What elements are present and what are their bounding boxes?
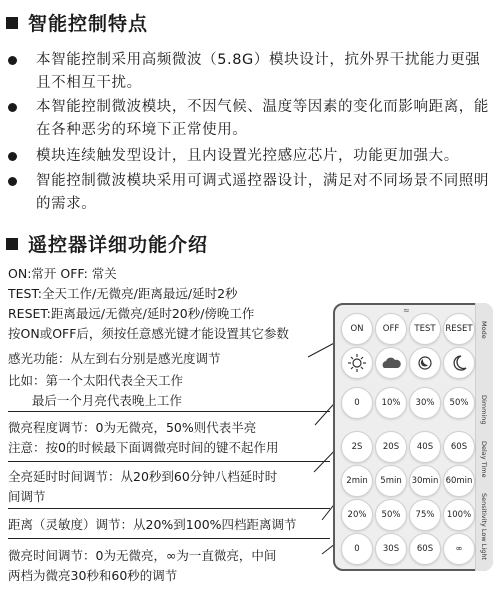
sens-100-button[interactable]: 100%	[443, 499, 475, 531]
note-delay: 间调节	[8, 489, 46, 504]
note-dim-time: 微亮时间调节：0为无微亮，∞为一直微亮，中间	[8, 548, 277, 563]
dim-30-button[interactable]: 30%	[409, 387, 441, 419]
wifi-icon: ≈	[403, 306, 410, 315]
note-dim-time: 两档为微亮30秒和60秒的调节	[8, 568, 178, 583]
dim-0-button[interactable]: 0	[341, 387, 373, 419]
note-light: 比如：第一个太阳代表全天工作	[8, 373, 184, 388]
note-dimming: 注意：按0的时候最下面调微亮时间的键不起作用	[8, 440, 279, 455]
delay-30min-button[interactable]: 30min	[409, 465, 441, 497]
lowlight-30s-button[interactable]: 30S	[375, 533, 407, 565]
label-sensitivity-low-light: Sensitivity Low Light	[480, 493, 488, 560]
sun-icon[interactable]	[341, 347, 373, 379]
delay-2s-button[interactable]: 2S	[341, 431, 373, 463]
dim-50-button[interactable]: 50%	[443, 387, 475, 419]
feature-bullet: 本智能控制微波模块，不因气候、温度等因素的变化而影响距离，能在各种恶劣的环境下正常使用。	[6, 96, 490, 142]
note-delay: 全亮延时时间调节：从20秒到60分钟八档延时时	[8, 469, 278, 484]
dim-10-button[interactable]: 10%	[375, 387, 407, 419]
feature-bullet: 智能控制微波模块采用可调式遥控器设计，满足对不同场景不同照明的需求。	[6, 170, 490, 216]
lowlight-infinite-button[interactable]: ∞	[443, 533, 475, 565]
sens-20-button[interactable]: 20%	[341, 499, 373, 531]
delay-40s-button[interactable]: 40S	[409, 431, 441, 463]
note-dimming: 微亮程度调节：0为无微亮，50%则代表半亮	[8, 420, 257, 435]
section-title: 智能控制特点	[28, 13, 149, 35]
feature-bullet: 模块连续触发型设计，且内设置光控感应芯片，功能更加强大。	[6, 145, 490, 168]
lowlight-0-button[interactable]: 0	[341, 533, 373, 565]
label-delay-time: Delay Time	[480, 441, 488, 478]
off-button[interactable]: OFF	[375, 313, 407, 345]
label-mode: Mode	[480, 321, 488, 339]
remote-control	[333, 303, 493, 571]
delay-5min-button[interactable]: 5min	[375, 465, 407, 497]
test-button[interactable]: TEST	[409, 313, 441, 345]
reset-button[interactable]: RESET	[443, 313, 475, 345]
lowlight-60s-button[interactable]: 60S	[409, 533, 441, 565]
moon-sun-icon[interactable]	[409, 347, 441, 379]
info-line: RESET:距离最远/无微亮/延时20秒/傍晚工作	[8, 306, 255, 321]
info-line: 按ON或OFF后，须按任意感光键才能设置其它参数	[8, 326, 289, 341]
sens-75-button[interactable]: 75%	[409, 499, 441, 531]
info-line: TEST:全天工作/无微亮/距离最远/延时2秒	[8, 286, 238, 301]
note-light: 最后一个月亮代表晚上工作	[8, 393, 182, 408]
note-light: 感光功能：从左到右分别是感光度调节	[8, 351, 221, 366]
sens-50-button[interactable]: 50%	[375, 499, 407, 531]
section-title: 遥控器详细功能介绍	[28, 234, 209, 256]
delay-60min-button[interactable]: 60min	[443, 465, 475, 497]
label-dimming: Dimming	[480, 395, 488, 425]
cloud-icon[interactable]	[375, 347, 407, 379]
info-line: ON:常开 OFF: 常关	[8, 266, 117, 281]
feature-bullet: 本智能控制采用高频微波（5.8G）模块设计，抗外界干扰能力更强且不相互干扰。	[6, 49, 490, 95]
moon-icon[interactable]	[443, 347, 475, 379]
delay-20s-button[interactable]: 20S	[375, 431, 407, 463]
delay-2min-button[interactable]: 2min	[341, 465, 373, 497]
on-button[interactable]: ON	[341, 313, 373, 345]
delay-60s-button[interactable]: 60S	[443, 431, 475, 463]
note-distance: 距离（灵敏度）调节：从20%到100%四档距离调节	[8, 517, 297, 532]
